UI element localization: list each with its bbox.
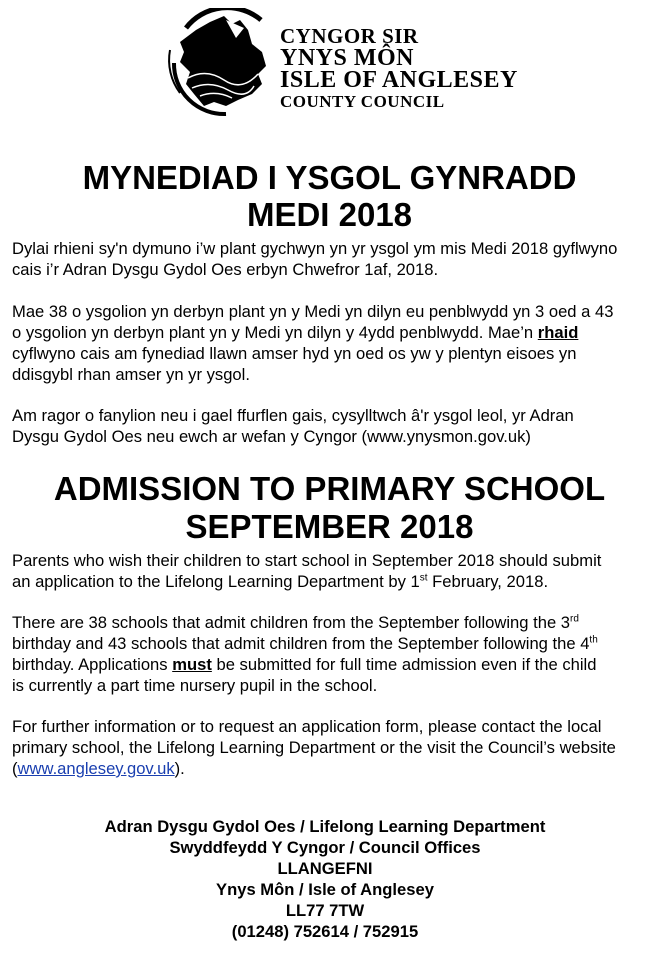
address-line: Ynys Môn / Isle of Anglesey bbox=[216, 880, 434, 899]
superscript: rd bbox=[570, 613, 579, 625]
english-paragraph-2 bbox=[12, 612, 654, 696]
welsh-paragraph-2 bbox=[12, 301, 654, 385]
text-line: Mae 38 o ysgolion yn derbyn plant yn y Medi yn dilyn eu penblwydd yn 3 oed a 43 bbox=[12, 302, 614, 321]
text-line bbox=[12, 572, 548, 591]
text-fragment: an application to the Lifelong Learning Department by 1 bbox=[12, 572, 420, 591]
address-line: Swyddfeydd Y Cyngor / Council Offices bbox=[169, 838, 481, 857]
address-postcode: LL77 7TW bbox=[285, 901, 365, 920]
council-name-line2: YNYS MÔN bbox=[280, 45, 414, 71]
text-fragment: birthday and 43 schools that admit children from the September following the 4 bbox=[12, 634, 590, 653]
superscript: st bbox=[419, 572, 428, 584]
website-link[interactable]: www.anglesey.gov.uk bbox=[17, 759, 175, 778]
text-line bbox=[12, 655, 596, 674]
address-line: LLANGEFNI bbox=[277, 859, 373, 878]
welsh-title-line1: MYNEDIAD I YSGOL GYNRADD bbox=[82, 159, 577, 196]
text-line: cyflwyno cais am fynediad llawn amser hyd yn oed os yw y plentyn eisoes yn bbox=[12, 344, 577, 363]
text-line: primary school, the Lifelong Learning Department or the visit the Council’s website bbox=[12, 738, 616, 757]
welsh-title-line2: MEDI 2018 bbox=[246, 196, 413, 233]
text-line: ddisgybl rhan amser yn yr ysgol. bbox=[12, 365, 250, 384]
superscript: th bbox=[589, 634, 598, 646]
text-line bbox=[12, 759, 185, 778]
council-name-line1: CYNGOR SIR bbox=[280, 24, 419, 48]
council-logo bbox=[166, 8, 518, 118]
english-title-line2: SEPTEMBER 2018 bbox=[185, 508, 474, 545]
text-fragment: ). bbox=[174, 759, 185, 778]
text-fragment: o ysgolion yn derbyn plant yn y Medi yn dilyn y 4ydd penblwydd. Mae’n bbox=[12, 323, 538, 342]
anglesey-emblem-icon bbox=[166, 8, 276, 118]
emphasis-must: must bbox=[172, 655, 212, 674]
text-line: Dysgu Gydol Oes neu ewch ar wefan y Cyngor (www.ynysmon.gov.uk) bbox=[12, 427, 531, 446]
english-paragraph-1 bbox=[12, 550, 654, 592]
welsh-paragraph-1 bbox=[12, 238, 654, 280]
emphasis-rhaid: rhaid bbox=[537, 323, 579, 342]
text-fragment: be submitted for full time admission even if the child bbox=[211, 655, 597, 674]
text-line bbox=[12, 613, 579, 632]
text-fragment: February, 2018. bbox=[427, 572, 549, 591]
text-fragment: ( bbox=[12, 759, 18, 778]
text-line: is currently a part time nursery pupil in the school. bbox=[12, 676, 378, 695]
council-name bbox=[280, 25, 518, 113]
english-paragraph-3 bbox=[12, 716, 654, 779]
address-line: Adran Dysgu Gydol Oes / Lifelong Learning Department bbox=[104, 817, 546, 836]
text-line: Dylai rhieni sy'n dymuno i’w plant gychwyn yn yr ysgol ym mis Medi 2018 gyflwyno bbox=[12, 239, 618, 258]
text-line: Parents who wish their children to start school in September 2018 should submit bbox=[12, 551, 602, 570]
contact-address bbox=[0, 816, 650, 942]
text-line: For further information or to request an application form, please contact the local bbox=[12, 717, 602, 736]
text-line: cais i’r Adran Dysgu Gydol Oes erbyn Chwefror 1af, 2018. bbox=[12, 260, 439, 279]
council-name-line4: COUNTY COUNCIL bbox=[280, 92, 445, 111]
text-fragment: There are 38 schools that admit children from the September following the 3 bbox=[12, 613, 571, 632]
english-title-line1: ADMISSION TO PRIMARY SCHOOL bbox=[53, 470, 606, 507]
welsh-paragraph-3 bbox=[12, 405, 654, 447]
text-line: Am ragor o fanylion neu i gael ffurflen gais, cysylltwch â'r ysgol leol, yr Adran bbox=[12, 406, 574, 425]
text-line bbox=[12, 323, 578, 342]
text-line bbox=[12, 634, 598, 653]
address-phone: (01248) 752614 / 752915 bbox=[231, 922, 419, 941]
text-fragment: birthday. Applications bbox=[12, 655, 173, 674]
council-name-line3: ISLE OF ANGLESEY bbox=[280, 67, 518, 93]
